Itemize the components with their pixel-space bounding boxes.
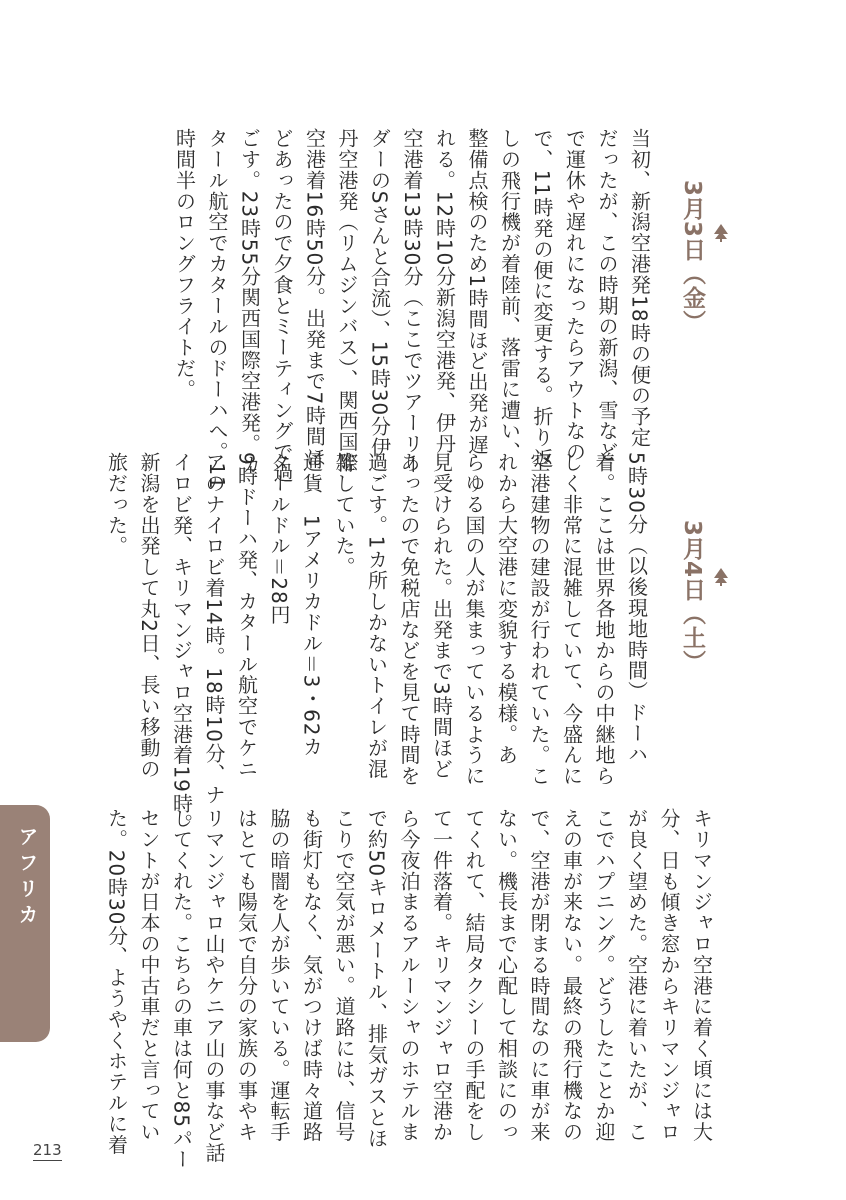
diary-text-block: 5時30分（以後現地時間）ドーハ 着。ここは世界各地からの中継地ら しく非常に混雑していて、今盛んに 空港建物の建設が行われていた。こ れから大空港に変貌する模様。あ らゆる国の人が集まっているように 見受けられた。出発まで3時間ほど あったので免税店などを見て時間を 過ごす。1カ所しかないトイレが混 雑していた。 通貨 1アメリカドル＝3・62カ タールドル＝28円 9時ドーハ発、カタール航空でケニ アのナイロビ着14時。18時10分、ナ イロビ発、キリマンジャロ空港着19時。 新潟を出発して丸2日、長い移動の 旅だった。 <box>104 452 649 835</box>
date-heading-march-4: 3月4日（土） <box>679 520 705 675</box>
page-number: 213 <box>33 1141 62 1159</box>
section-tab-label: アフリカ <box>15 826 39 930</box>
tree-icon <box>713 568 729 586</box>
date-heading-march-3: 3月3日（金） <box>679 180 705 335</box>
diary-text-block: キリマンジャロ空港に着く頃には大 分、日も傾き窓からキリマンジャロ が良く望めた。空港に着いたが、こ こでハプニング。どうしたことか迎 えの車が来ない。最終の飛行機なの で、空港が閉まる時間なのに車が来 ない。機長まで心配して相談にのっ てくれて、結局タクシーの手配をし て一件落着。キリマンジャロ空港か ら今夜泊まるアルーシャのホテルま で約50キロメートル、排気ガスとほ こりで空気が悪い。道路には、信号 も街灯もなく、気がつけば時々道路 脇の暗闇を人が歩いている。運転手 はとても陽気で自分の家族の事やキ リマンジャロ山やケニア山の事など話 してくれた。こちらの車は何と85パー セントが日本の中古車だと言ってい た。20時30分、ようやくホテルに着 <box>104 808 714 1170</box>
diary-text-block: 当初、新潟空港発18時の便の予定 だったが、この時期の新潟、雪など で運休や遅れになったらアウトなの で、11時発の便に変更する。折り返 しの飛行機が着陸前、落雷に遭い、 整備点検のため1時間ほど出発が遅 れる。12時10分新潟空港発、伊丹 空港着13時30分（ここでツアーリー ダーのSさんと合流）、15時30分伊 丹空港発（リムジンバス）、関西国際 空港着16時50分。出発まで7時間ほ どあったので夕食とミーティングで過 ごす。23時55分関西国際空港発。カ タール航空でカタールのドーハへ。11 時間半のロングフライトだ。 <box>172 128 652 490</box>
tree-icon <box>713 224 729 242</box>
